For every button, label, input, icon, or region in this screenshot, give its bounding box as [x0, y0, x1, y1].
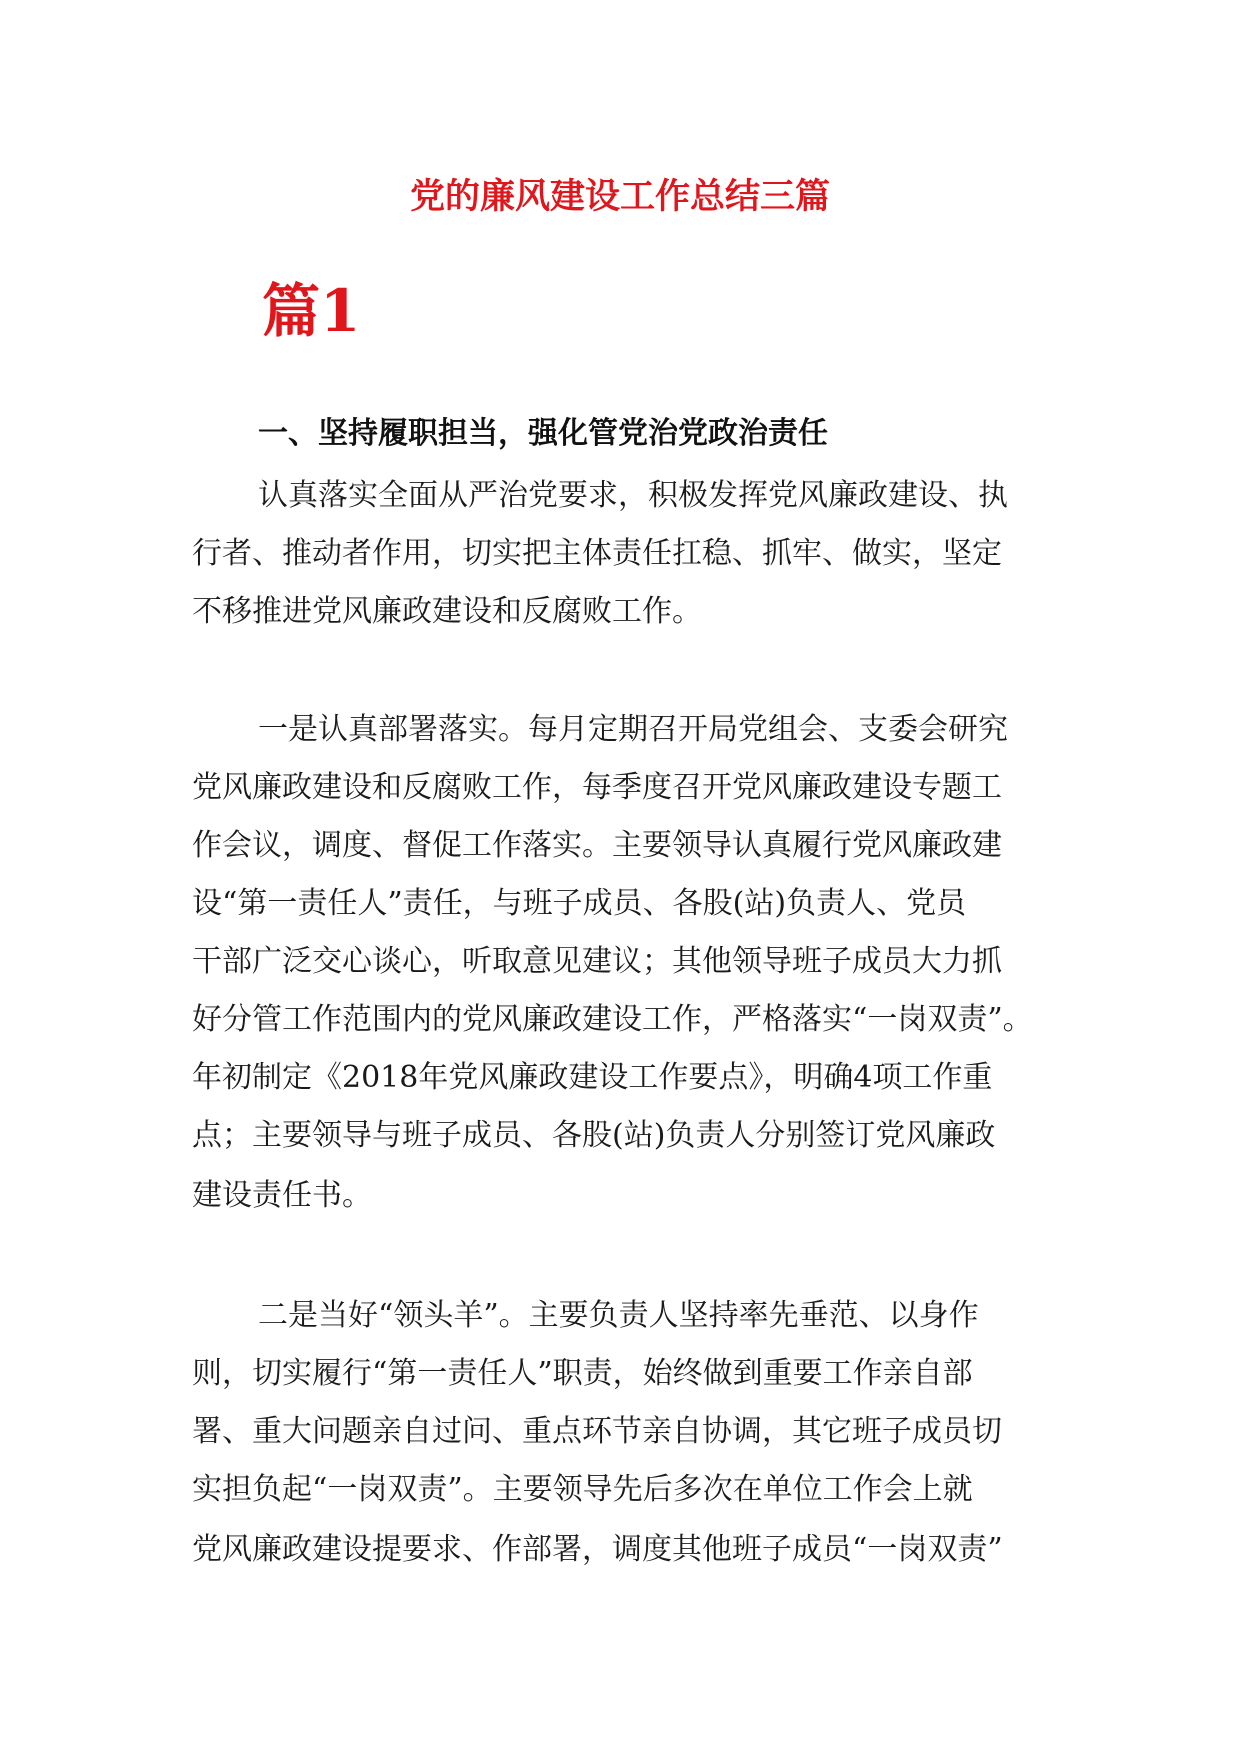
paragraph-line: 署、重大问题亲自过问、重点环节亲自协调，其它班子成员切: [192, 1414, 1002, 1449]
paragraph-line: 不移推进党风廉政建设和反腐败工作。: [192, 594, 702, 629]
paragraph-line: 则，切实履行“第一责任人”职责，始终做到重要工作亲自部: [192, 1356, 973, 1391]
paragraph-line: 二是当好“领头羊”。主要负责人坚持率先垂范、以身作: [258, 1298, 979, 1333]
paragraph-line: 年初制定《2018年党风廉政建设工作要点》，明确4项工作重: [192, 1060, 993, 1095]
paragraph-line: 干部广泛交心谈心，听取意见建议；其他领导班子成员大力抓: [192, 944, 1002, 979]
paragraph-line: 好分管工作范围内的党风廉政建设工作，严格落实“一岗双责”。: [192, 1002, 1033, 1037]
paragraph-line: 一是认真部署落实。每月定期召开局党组会、支委会研究: [258, 712, 1008, 747]
paragraph-line: 作会议，调度、督促工作落实。主要领导认真履行党风廉政建: [192, 828, 1002, 863]
part-title: 篇1: [262, 277, 361, 345]
paragraph-line: 认真落实全面从严治党要求，积极发挥党风廉政建设、执: [258, 478, 1008, 513]
paragraph-line: 设“第一责任人”责任，与班子成员、各股(站)负责人、党员: [192, 886, 967, 921]
paragraph-line: 党风廉政建设提要求、作部署，调度其他班子成员“一岗双责”: [192, 1532, 1003, 1567]
paragraph-line: 党风廉政建设和反腐败工作，每季度召开党风廉政建设专题工: [192, 770, 1002, 805]
paragraph-line: 建设责任书。: [192, 1178, 372, 1213]
paragraph-line: 行者、推动者作用，切实把主体责任扛稳、抓牢、做实，坚定: [192, 536, 1002, 571]
paragraph-line: 实担负起“一岗双责”。主要领导先后多次在单位工作会上就: [192, 1472, 973, 1507]
document-title: 党的廉风建设工作总结三篇: [409, 176, 830, 217]
paragraph-line: 点；主要领导与班子成员、各股(站)负责人分别签订党风廉政: [192, 1118, 996, 1153]
section-heading: 一、坚持履职担当，强化管党治党政治责任: [258, 416, 828, 451]
